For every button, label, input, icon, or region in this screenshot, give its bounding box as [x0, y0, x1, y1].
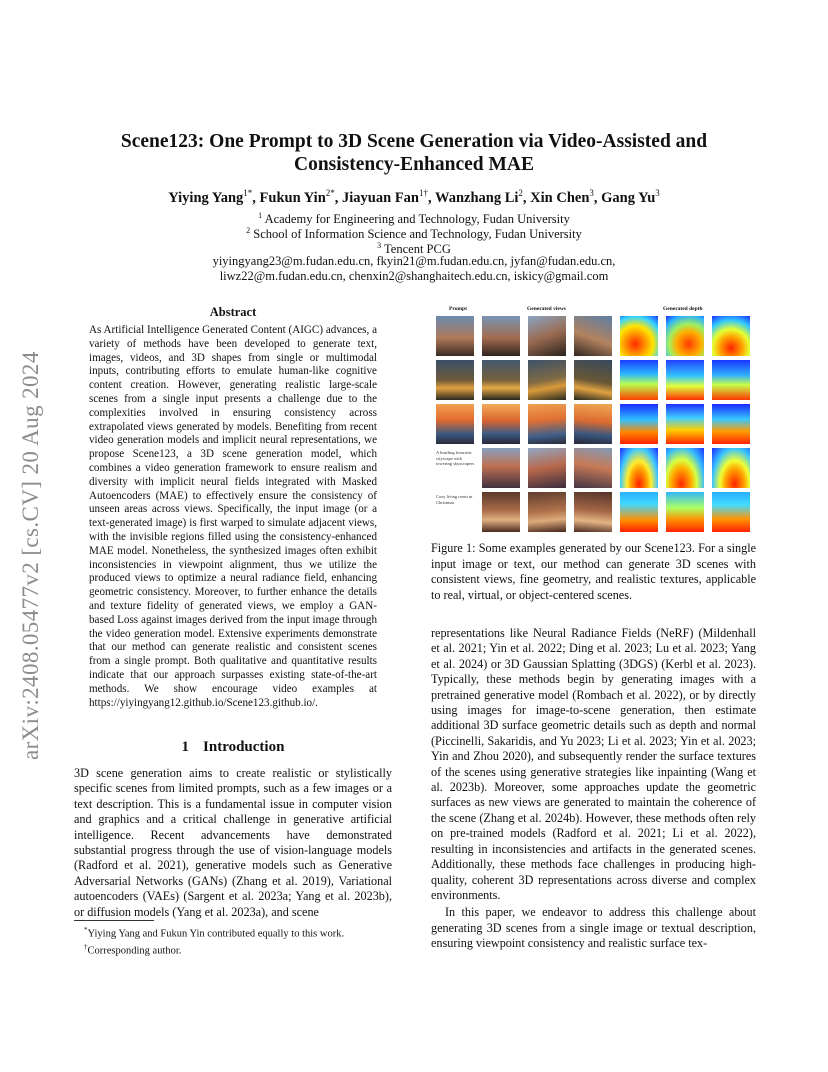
figure-header [431, 306, 756, 316]
generated-view [574, 404, 612, 444]
section-number: 1 [181, 739, 190, 755]
figure-row [436, 448, 752, 488]
paper-title [60, 130, 768, 176]
generated-depth [620, 316, 658, 356]
generated-depth [666, 404, 704, 444]
generated-depth [666, 492, 704, 532]
generated-view [482, 404, 520, 444]
generated-view [528, 316, 566, 356]
figure-header-depth: Generated depth [663, 306, 703, 312]
author-name: Fukun Yin [259, 189, 326, 206]
generated-depth [666, 448, 704, 488]
generated-view [528, 448, 566, 488]
author-name: Gang Yu [601, 189, 656, 206]
generated-view [482, 360, 520, 400]
section-heading-introduction [74, 739, 392, 756]
paragraph: representations like Neural Radiance Fields (NeRF) (Mildenhall et al. 2021; Yin et al. 2022; Ding et al. 2023; Lu et al. 2023; Yang et al. 2024) or 3D Gaussian Splatting (3DGS) (Kerbl et al. 2023). Typically, these methods begin by generating images with a pretrained generative model (Rombach et al. 2022), or by directly using images for image-to-scene generation, then estimate additional 3D surface geometric details such as depth and normal (Piccinelli, Sakaridis, and Yu 2023; Li et al. 2023; Yin et al. 2023; Yin and Zhou 2020), and subsequently render the surface textures of the scenes using generative strategies like inpainting (Wang et al. 2023b). Moreover, some approaches update the geometric surfaces as new views are generated to maintain the coherence of the scene (Zhang et al. 2024b). However, these methods often rely on pre-trained models (Radford et al. 2021; Li et al. 2022), resulting in inconsistencies and artifacts in the generated scenes. Additionally, these methods face challenges in producing high-quality, coherent 3D representations across diverse and complex environments. [431, 626, 756, 902]
generated-view [482, 316, 520, 356]
author-mark: 2 [518, 188, 523, 198]
generated-view [482, 448, 520, 488]
generated-depth [620, 448, 658, 488]
generated-depth [620, 492, 658, 532]
arxiv-identifier: arXiv:2408.05477v2 [cs.CV] 20 Aug 2024 [18, 351, 43, 760]
abstract-text: As Artificial Intelligence Generated Content (AIGC) advances, a variety of methods have been developed to generate text, images, videos, and 3D shapes from single or multimodal inputs, contributing efforts to emulate human-like cognitive content creation. However, generating realistic large-scale scenes from a single input presents a challenge due to the complexities involved in ensuring consistency across extrapolated views generated by models. Benefiting from recent video generation models and implicit neural representations, we propose Scene123, a 3D scene generation model, which combines a video generation framework to ensure realism and diversity with implicit neural fields integrated with Masked Autoencoders (MAE) to effectively ensure the consistency of unseen areas across views. Specifically, the input image (or a text-generated image) is first warped to simulate adjacent views, with the invisible regions filled using the consistency-enhanced MAE model. Nonetheless, the synthesized images often exhibit inconsistencies in viewpoint alignment, thus we utilize the produced views to optimize a neural radiance field, enhancing geometric consistency. Moreover, to further enhance the details and texture fidelity of generated views, we employ a GAN-based Loss against images derived from the input image through the video generation model. Extensive experiments demonstrate that our method can generate realistic and consistent scenes from a single prompt. Both qualitative and quantitative results indicate that our approach surpasses existing state-of-the-art methods. We show encourage video examples at https://yiyingyang12.github.io/Scene123.github.io/. [89, 324, 377, 709]
prompt-text: Cozy living room in Christmas [436, 494, 473, 505]
generated-depth [620, 360, 658, 400]
figure-caption: Figure 1: Some examples generated by our Scene123. For a single input image or text, our method can generate 3D scenes with consistent views, fine geometry, and realistic textures, applicable to real, virtual, or object-centered scenes. [431, 541, 756, 602]
affiliation-2: $^2$ School of Information Science and Technology, Fudan University [246, 226, 582, 242]
author-list: Yiying Yang$^{1*}$, Fukun Yin$^{2*}$, Jiayuan Fan$^{1\dagger}$, Wanzhang Li$^2$, Xin Chen$^3$, Gang Yu$^3$ [168, 188, 660, 206]
generated-depth [712, 316, 750, 356]
generated-depth [712, 404, 750, 444]
generated-depth [712, 492, 750, 532]
emails-line-1: yiyingyang23@m.fudan.edu.cn, fkyin21@m.fudan.edu.cn, jyfan@fudan.edu.cn, [212, 254, 616, 268]
author-name: Xin Chen [530, 189, 590, 206]
author-name: Yiying Yang [168, 189, 244, 206]
title-line-1: Scene123: One Prompt to 3D Scene Generation via Video-Assisted and [120, 131, 708, 152]
paragraph: In this paper, we endeavor to address this challenge about generating 3D scenes from a single image or textual description, ensuring viewpoint consistency and realistic surface tex- [431, 905, 756, 951]
figure-row [436, 492, 752, 532]
author-mark: 1* [243, 188, 253, 198]
prompt-text: A bustling futuristic cityscape with towering skyscrapers [436, 450, 475, 466]
author-name: Jiayuan Fan [342, 189, 419, 206]
abstract-heading: Abstract [209, 305, 257, 319]
figure-row [436, 360, 752, 400]
figure-row [436, 404, 752, 444]
generated-view [528, 360, 566, 400]
generated-view [482, 492, 520, 532]
affiliation-1: $^1$ Academy for Engineering and Technology, Fudan University [258, 211, 570, 227]
author-mark: 2* [325, 188, 335, 198]
author-mark: 1† [419, 188, 428, 198]
emails-line-2: liwz22@m.fudan.edu.cn, chenxin2@shanghaitech.edu.cn, iskicy@gmail.com [219, 269, 609, 283]
prompt-image [436, 360, 474, 400]
generated-depth [666, 316, 704, 356]
figure-row [436, 316, 752, 356]
footnote-2: †Corresponding author. [84, 942, 182, 956]
introduction-text: 3D scene generation aims to create realistic or stylistically specific scenes from limited prompts, such as a few images or a text description. This is a fundamental issue in computer vision and graphics and a critical challenge in generative artificial intelligence. Recent advancements have demonstrated substantial progress through the use of vision-language models (Radford et al. 2021), generative models such as Generative Adversarial Networks (GANs) (Zhang et al. 2019), Variational autoencoders (VAEs) (Sargent et al. 2023a; Yang et al. 2023b), or diffusion models (Yang et al. 2023a), and scene [74, 766, 392, 919]
generated-view [574, 360, 612, 400]
generated-depth [666, 360, 704, 400]
figure-1-image-grid [436, 316, 752, 534]
figure-header-views: Generated views [527, 306, 566, 312]
title-line-2: Consistency-Enhanced MAE [294, 154, 534, 175]
generated-depth [712, 448, 750, 488]
footnote-1: *Yiying Yang and Fukun Yin contributed equally to this work. [84, 926, 345, 940]
author-mark: 3 [655, 188, 660, 198]
generated-view [528, 492, 566, 532]
generated-view [528, 404, 566, 444]
author-name: Wanzhang Li [435, 189, 519, 206]
generated-view [574, 316, 612, 356]
generated-depth [712, 360, 750, 400]
generated-depth [620, 404, 658, 444]
affiliation-3: $^3$ Tencent PCG [377, 241, 451, 257]
prompt-image [436, 404, 474, 444]
generated-view [574, 492, 612, 532]
figure-header-prompt: Prompt [449, 306, 467, 312]
prompt-image [436, 316, 474, 356]
right-column-text [431, 626, 756, 952]
author-mark: 3 [589, 188, 594, 198]
footnotes [74, 924, 392, 957]
footnote-rule [74, 920, 154, 921]
generated-view [574, 448, 612, 488]
section-title: Introduction [203, 739, 285, 755]
